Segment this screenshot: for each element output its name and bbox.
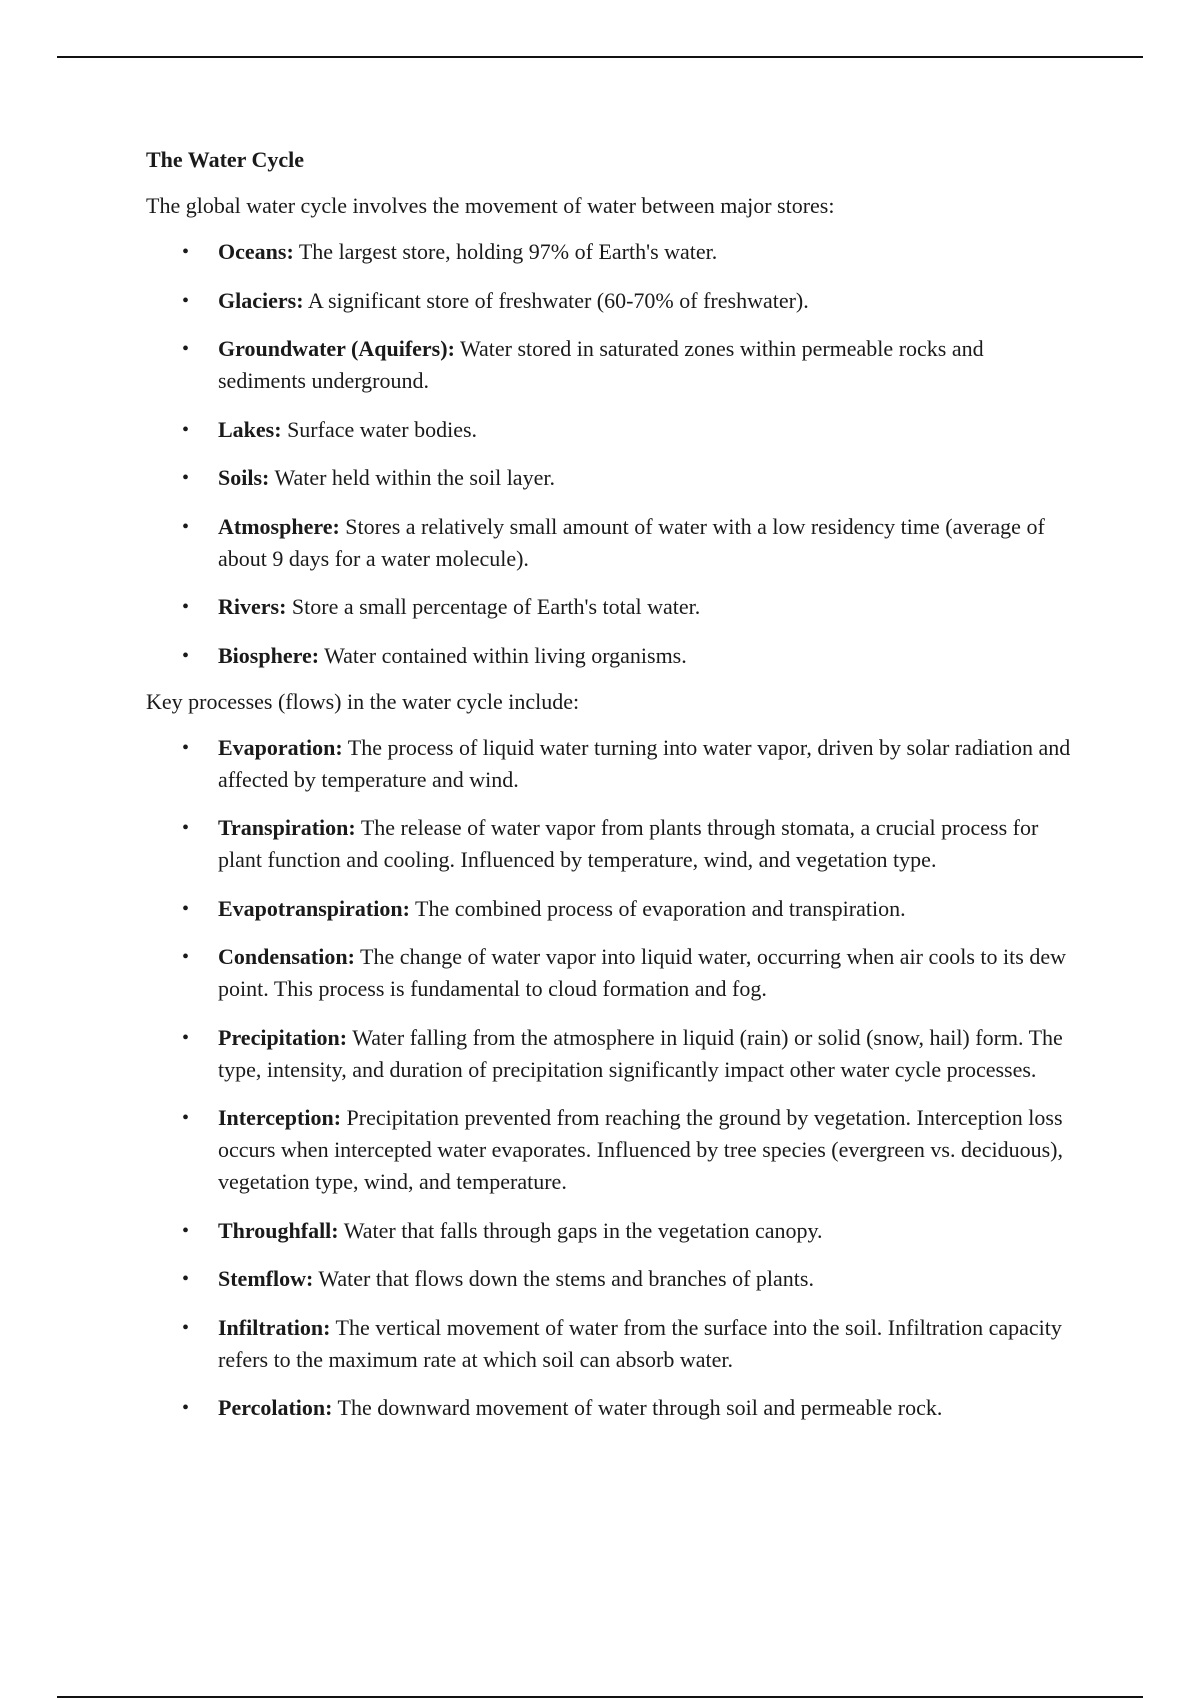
list-item-text: A significant store of freshwater (60-70% of freshwater).	[303, 287, 809, 313]
list-item-term: Stemflow:	[218, 1266, 314, 1291]
list-item-text: Stores a relatively small amount of water with a low residency time (average of about 9 days for a water molecule).	[218, 513, 1045, 571]
list-item-text: The vertical movement of water from the surface into the soil. Infiltration capacity refers to the maximum rate at which soil can absorb water.	[218, 1314, 1062, 1372]
stores-list	[146, 236, 1076, 672]
bullet-icon: •	[182, 1107, 190, 1129]
list-item-text: The downward movement of water through soil and permeable rock.	[332, 1395, 943, 1420]
list-item-term: Rivers:	[218, 594, 287, 619]
list-item	[146, 1102, 1076, 1198]
list-item-text: The combined process of evaporation and transpiration.	[409, 895, 906, 921]
list-item-term: Glaciers:	[218, 287, 304, 313]
list-item-term: Evapotranspiration:	[218, 895, 410, 921]
bullet-icon: •	[182, 241, 190, 263]
list-item-term: Lakes:	[218, 416, 282, 442]
list-item-text: The release of water vapor from plants through stomata, a crucial process for plant function and cooling. Influenced by temperature, wind, and vegetation type.	[218, 815, 1039, 872]
list-item-text: Water stored in saturated zones within permeable rocks and sediments underground.	[218, 336, 984, 393]
list-item-term: Precipitation:	[218, 1024, 348, 1050]
list-item-text: Water contained within living organisms.	[319, 642, 687, 668]
bullet-icon: •	[182, 644, 190, 667]
list-item	[146, 812, 1076, 876]
list-item-term: Infiltration:	[218, 1314, 331, 1340]
list-item-term: Condensation:	[218, 944, 355, 969]
bullet-icon: •	[182, 289, 190, 312]
list-item-text: Water that flows down the stems and branches of plants.	[313, 1266, 814, 1291]
bullet-icon: •	[182, 1219, 190, 1242]
list-item-term: Evaporation:	[218, 734, 343, 760]
list-item	[146, 236, 1076, 268]
list-item	[146, 1263, 1076, 1295]
list-item-term: Soils:	[218, 465, 270, 490]
bullet-icon: •	[182, 418, 190, 441]
bullet-icon: •	[182, 1268, 190, 1290]
top-rule	[57, 56, 1143, 58]
list-item-term: Oceans:	[218, 239, 294, 264]
list-item	[146, 893, 1076, 925]
list-item	[146, 1022, 1076, 1086]
list-item-text: The largest store, holding 97% of Earth's water.	[293, 239, 718, 264]
bullet-icon: •	[182, 946, 190, 968]
bullet-icon: •	[182, 515, 190, 538]
processes-intro: Key processes (flows) in the water cycle include:	[146, 688, 580, 714]
list-item-text: Water falling from the atmosphere in liquid (rain) or solid (snow, hail) form. The type, intensity, and duration of precipitation significantly impact other water cycle processes.	[218, 1024, 1063, 1082]
bullet-icon: •	[182, 736, 190, 759]
bullet-icon: •	[182, 596, 190, 618]
list-item	[146, 462, 1076, 494]
processes-list	[146, 732, 1076, 1425]
bottom-rule	[57, 1696, 1143, 1698]
list-item-text: The process of liquid water turning into water vapor, driven by solar radiation and affected by temperature and wind.	[218, 734, 1071, 792]
list-item	[146, 941, 1076, 1005]
list-item	[146, 414, 1076, 446]
bullet-icon: •	[182, 1026, 190, 1049]
list-item	[146, 333, 1076, 397]
bullet-icon: •	[182, 338, 190, 360]
list-item-text: Surface water bodies.	[281, 416, 478, 442]
list-item-text: The change of water vapor into liquid water, occurring when air cools to its dew point. This process is fundamental to cloud formation and fog.	[218, 944, 1066, 1001]
list-item	[146, 591, 1076, 623]
list-item	[146, 1392, 1076, 1424]
page-title: The Water Cycle	[146, 147, 305, 172]
list-item-term: Transpiration:	[218, 815, 356, 840]
stores-intro: The global water cycle involves the movement of water between major stores:	[146, 193, 835, 218]
list-item-text: Water held within the soil layer.	[269, 465, 555, 490]
list-item-text: Precipitation prevented from reaching the ground by vegetation. Interception loss occurs when intercepted water evaporates. Influenced by tree species (evergreen vs. deciduous), vegetation type, wind, and temperature.	[218, 1105, 1063, 1194]
bullet-icon: •	[182, 467, 190, 489]
list-item	[146, 640, 1076, 672]
list-item-term: Interception:	[218, 1105, 342, 1130]
bullet-icon: •	[182, 1316, 190, 1339]
list-item	[146, 732, 1076, 796]
list-item-text: Store a small percentage of Earth's total water.	[286, 594, 701, 619]
bullet-icon: •	[182, 1397, 190, 1419]
bullet-icon: •	[182, 817, 190, 839]
list-item-term: Groundwater (Aquifers):	[218, 336, 455, 361]
document-body	[146, 144, 1076, 1441]
bullet-icon: •	[182, 897, 190, 920]
list-item-term: Percolation:	[218, 1395, 333, 1420]
list-item-text: Water that falls through gaps in the vegetation canopy.	[338, 1217, 823, 1243]
list-item	[146, 285, 1076, 317]
list-item-term: Biosphere:	[218, 642, 320, 668]
list-item	[146, 511, 1076, 575]
list-item	[146, 1215, 1076, 1247]
list-item-term: Atmosphere:	[218, 513, 340, 539]
list-item	[146, 1312, 1076, 1376]
list-item-term: Throughfall:	[218, 1217, 339, 1243]
